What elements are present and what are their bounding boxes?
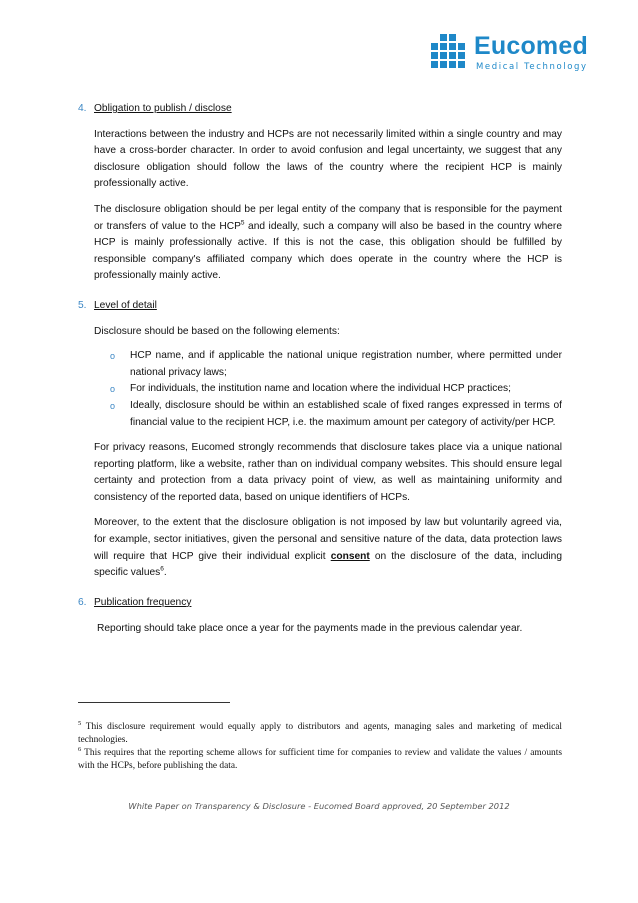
section-title: Obligation to publish / disclose <box>94 103 232 114</box>
paragraph-cross-border: Interactions between the industry and HCPs are not necessarily limited within a single country and may have a cross-border character. In order to avoid confusion and legal uncertainty, we suggest that any disclosure obligation should follow the laws of the country where the recipient HCP is mainly professionally active. <box>94 128 562 190</box>
section-title: Publication frequency <box>94 596 192 608</box>
logo-tagline: Medical Technology <box>476 62 588 72</box>
text-run: Moreover, to the extent that the disclosure obligation is not imposed by law but voluntarily agreed via, for example, sector initiatives, given the personal and sensitive nature of the data, data protection laws will require that HCP give their individual explicit <box>94 517 562 562</box>
paragraph-frequency: Reporting should take place once a year for the payments made in the previous calendar year. <box>97 623 523 635</box>
list-item <box>94 348 562 381</box>
consent-emphasis: consent <box>330 550 370 562</box>
footnote-number: 6 <box>78 745 82 753</box>
footnote-number: 5 <box>78 719 82 727</box>
paragraph-privacy: For privacy reasons, Eucomed strongly recommends that disclosure takes place via a unique national reporting platform, like a website, rather than on individual company websites. This should ensure legal certainty and protection from a data privacy point of view, as well as maintaining uniformity and consistency of the reported data, based on unique identifiers of HCPs. <box>94 442 562 503</box>
bullet-icon: o <box>110 400 116 411</box>
section-5-heading <box>78 298 562 315</box>
detail-list <box>94 348 562 431</box>
page-footer: White Paper on Transparency & Disclosure - Eucomed Board approved, 20 September 2012 <box>128 801 510 811</box>
footnotes <box>78 721 562 773</box>
list-item-text: Ideally, disclosure should be within an established scale of fixed ranges expressed in terms of financial value to the recipient HCP, i.e. the maximum amount per category of activity/per HCP. <box>130 399 562 428</box>
list-item <box>94 398 562 431</box>
footnote-ref-6: 6 <box>160 565 164 573</box>
footnote-5 <box>78 721 562 747</box>
section-number: 4. <box>78 103 87 114</box>
section-4-heading <box>78 101 562 118</box>
paragraph-intro: Disclosure should be based on the following elements: <box>94 325 340 337</box>
paragraph-legal-entity <box>94 202 562 285</box>
section-title: Level of detail <box>94 299 157 311</box>
footnote-ref-5: 5 <box>240 219 245 227</box>
list-item <box>94 381 562 398</box>
document-body <box>78 101 562 638</box>
text-run: on the disclosure of the data, including specific values <box>94 550 562 579</box>
footnote-text: This requires that the reporting scheme allows for sufficient time for companies to review and validate the values / amounts with the HCPs, before publishing the data. <box>78 748 562 771</box>
bullet-icon: o <box>110 351 116 362</box>
text-run: . <box>163 567 167 579</box>
section-6-heading <box>78 595 562 612</box>
bullet-icon: o <box>110 384 116 395</box>
text-run: The disclosure obligation should be per legal entity of the company that is responsible for the payment or transfers of value to the HCP <box>94 203 562 232</box>
eucomed-logo <box>428 32 598 78</box>
list-item-text: For individuals, the institution name and location where the individual HCP practices; <box>130 383 511 395</box>
section-number: 6. <box>78 596 87 608</box>
text-run: and ideally, such a company will also be based in the country where HCP is mainly professionally active. If this is not the case, this obligation should be fulfilled by responsible company's affiliated company which does operate in the country where the HCP is professionally mainly active. <box>94 220 562 282</box>
eucomed-logo-icon <box>428 34 468 74</box>
footnote-6 <box>78 747 562 773</box>
footnote-divider <box>78 702 230 703</box>
list-item-text: HCP name, and if applicable the national unique registration number, where permitted under national privacy laws; <box>130 350 562 378</box>
paragraph-consent <box>94 515 562 581</box>
footnote-text: This disclosure requirement would equally apply to distributors and agents, managing sales and marketing of medical technologies. <box>78 722 562 745</box>
section-number: 5. <box>78 299 87 311</box>
logo-name: Eucomed <box>474 32 588 60</box>
